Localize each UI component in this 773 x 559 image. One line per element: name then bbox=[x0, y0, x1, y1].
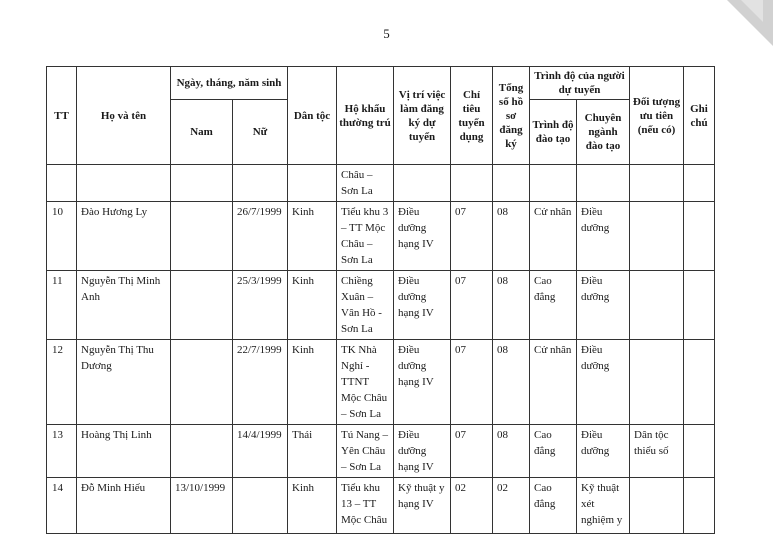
cell-level: Cử nhân bbox=[530, 340, 577, 425]
cell-residence: TK Nhà Nghỉ - TTNT Mộc Châu – Sơn La bbox=[337, 340, 394, 425]
col-header-female: Nữ bbox=[233, 100, 288, 165]
cell-major: Điều dưỡng bbox=[577, 425, 630, 478]
cell-male bbox=[171, 425, 233, 478]
cell-ethnicity: Kinh bbox=[288, 340, 337, 425]
cell-female: 22/7/1999 bbox=[233, 340, 288, 425]
cell-total: 08 bbox=[493, 340, 530, 425]
cell-position: Điều dưỡng hạng IV bbox=[394, 425, 451, 478]
cell-major: Điều dưỡng bbox=[577, 271, 630, 340]
page-corner-highlight bbox=[741, 0, 763, 22]
cell-major bbox=[577, 165, 630, 202]
col-header-dob-group: Ngày, tháng, năm sinh bbox=[171, 67, 288, 100]
cell-quota: 07 bbox=[451, 202, 493, 271]
cell-major: Kỹ thuật xét nghiệm y bbox=[577, 478, 630, 534]
cell-male bbox=[171, 165, 233, 202]
cell-level bbox=[530, 165, 577, 202]
cell-priority bbox=[630, 271, 684, 340]
table-row bbox=[47, 271, 715, 340]
cell-male bbox=[171, 340, 233, 425]
cell-name: Đỗ Minh Hiếu bbox=[77, 478, 171, 534]
cell-priority: Dân tộc thiểu số bbox=[630, 425, 684, 478]
col-header-position: Vị trí việc làm đăng ký dự tuyển bbox=[394, 67, 451, 165]
cell-note bbox=[684, 202, 715, 271]
col-header-total: Tổng số hồ sơ đăng ký bbox=[493, 67, 530, 165]
col-header-name: Họ và tên bbox=[77, 67, 171, 165]
table-row bbox=[47, 340, 715, 425]
cell-total bbox=[493, 165, 530, 202]
cell-residence: Tiểu khu 13 – TT Mộc Châu bbox=[337, 478, 394, 534]
cell-quota: 07 bbox=[451, 271, 493, 340]
cell-tt: 11 bbox=[47, 271, 77, 340]
cell-position bbox=[394, 165, 451, 202]
cell-female bbox=[233, 165, 288, 202]
cell-quota bbox=[451, 165, 493, 202]
cell-priority bbox=[630, 478, 684, 534]
cell-note bbox=[684, 340, 715, 425]
cell-ethnicity bbox=[288, 165, 337, 202]
cell-name: Nguyễn Thị Minh Anh bbox=[77, 271, 171, 340]
cell-level: Cao đẳng bbox=[530, 478, 577, 534]
cell-total: 08 bbox=[493, 425, 530, 478]
col-header-quota: Chỉ tiêu tuyển dụng bbox=[451, 67, 493, 165]
cell-tt: 13 bbox=[47, 425, 77, 478]
cell-tt: 14 bbox=[47, 478, 77, 534]
cell-name: Hoàng Thị Linh bbox=[77, 425, 171, 478]
cell-name bbox=[77, 165, 171, 202]
cell-position: Kỹ thuật y hạng IV bbox=[394, 478, 451, 534]
cell-ethnicity: Kinh bbox=[288, 202, 337, 271]
cell-quota: 02 bbox=[451, 478, 493, 534]
candidate-table bbox=[46, 66, 715, 534]
cell-ethnicity: Kinh bbox=[288, 271, 337, 340]
cell-priority bbox=[630, 202, 684, 271]
cell-total: 02 bbox=[493, 478, 530, 534]
cell-name: Đào Hương Ly bbox=[77, 202, 171, 271]
table-row bbox=[47, 202, 715, 271]
cell-tt: 12 bbox=[47, 340, 77, 425]
page-number: 5 bbox=[383, 26, 390, 41]
cell-position: Điều dưỡng hạng IV bbox=[394, 340, 451, 425]
cell-ethnicity: Thái bbox=[288, 425, 337, 478]
cell-ethnicity: Kinh bbox=[288, 478, 337, 534]
col-header-priority: Đối tượng ưu tiên (nếu có) bbox=[630, 67, 684, 165]
cell-note bbox=[684, 165, 715, 202]
cell-residence: Tú Nang – Yên Châu – Sơn La bbox=[337, 425, 394, 478]
col-header-level: Trình độ đào tạo bbox=[530, 100, 577, 165]
cell-name: Nguyễn Thị Thu Dương bbox=[77, 340, 171, 425]
table-row bbox=[47, 478, 715, 534]
col-header-ethnicity: Dân tộc bbox=[288, 67, 337, 165]
cell-level: Cử nhân bbox=[530, 202, 577, 271]
table-row bbox=[47, 165, 715, 202]
table-row bbox=[47, 425, 715, 478]
cell-major: Điều dưỡng bbox=[577, 340, 630, 425]
cell-total: 08 bbox=[493, 271, 530, 340]
cell-total: 08 bbox=[493, 202, 530, 271]
col-header-note: Ghi chú bbox=[684, 67, 715, 165]
col-header-tt: TT bbox=[47, 67, 77, 165]
cell-priority bbox=[630, 340, 684, 425]
cell-female: 26/7/1999 bbox=[233, 202, 288, 271]
cell-female: 25/3/1999 bbox=[233, 271, 288, 340]
cell-tt bbox=[47, 165, 77, 202]
cell-position: Điều dưỡng hạng IV bbox=[394, 202, 451, 271]
cell-quota: 07 bbox=[451, 340, 493, 425]
cell-position: Điều dưỡng hạng IV bbox=[394, 271, 451, 340]
col-header-major: Chuyên ngành đào tạo bbox=[577, 100, 630, 165]
cell-male bbox=[171, 202, 233, 271]
cell-quota: 07 bbox=[451, 425, 493, 478]
cell-level: Cao đẳng bbox=[530, 425, 577, 478]
cell-tt: 10 bbox=[47, 202, 77, 271]
cell-note bbox=[684, 425, 715, 478]
cell-female: 14/4/1999 bbox=[233, 425, 288, 478]
cell-female bbox=[233, 478, 288, 534]
cell-residence: Chiềng Xuân – Vân Hồ - Sơn La bbox=[337, 271, 394, 340]
col-header-edu-group: Trình độ của người dự tuyển bbox=[530, 67, 630, 100]
cell-male bbox=[171, 271, 233, 340]
cell-priority bbox=[630, 165, 684, 202]
cell-note bbox=[684, 271, 715, 340]
header-row-1 bbox=[47, 67, 715, 100]
cell-major: Điều dưỡng bbox=[577, 202, 630, 271]
cell-residence: Châu – Sơn La bbox=[337, 165, 394, 202]
col-header-male: Nam bbox=[171, 100, 233, 165]
cell-residence: Tiểu khu 3 – TT Mộc Châu – Sơn La bbox=[337, 202, 394, 271]
col-header-residence: Hộ khẩu thường trú bbox=[337, 67, 394, 165]
cell-male: 13/10/1999 bbox=[171, 478, 233, 534]
cell-level: Cao đẳng bbox=[530, 271, 577, 340]
cell-note bbox=[684, 478, 715, 534]
